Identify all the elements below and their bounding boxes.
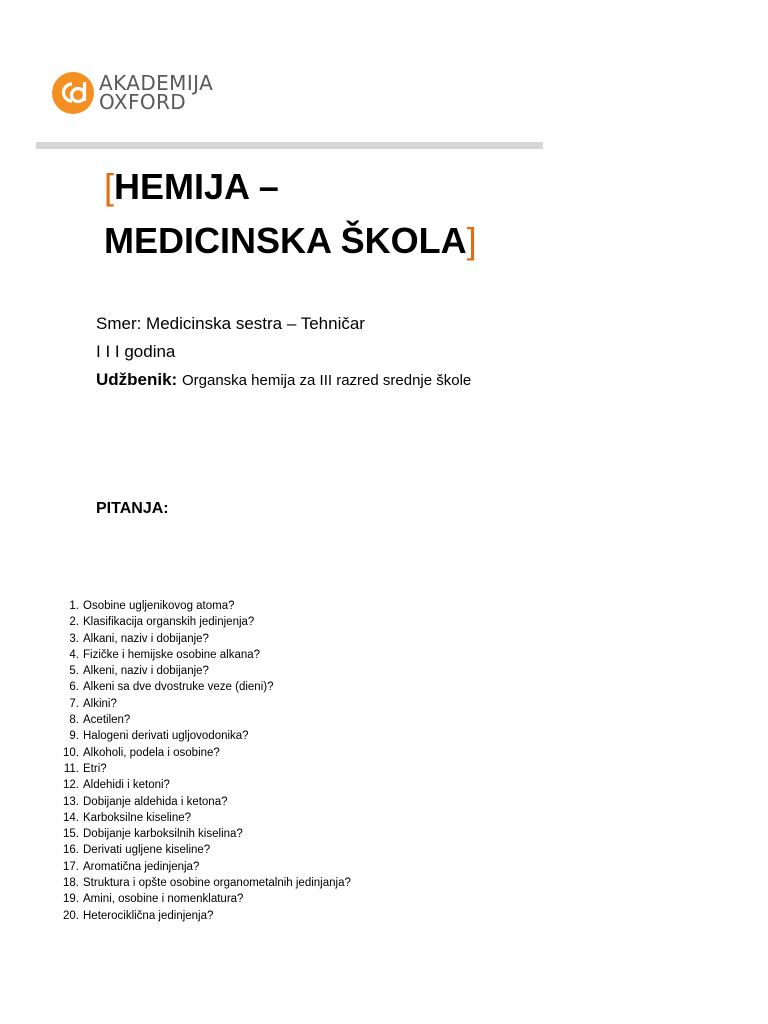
akademija-oxford-logo — [50, 70, 213, 116]
textbook-label: Udžbenik: — [96, 370, 178, 389]
course-year: I I I godina — [96, 342, 176, 361]
question-text: Fizičke i hemijske osobine alkana? — [83, 648, 261, 661]
question-text: Dobijanje aldehida i ketona? — [83, 795, 228, 808]
logo-wordmark — [99, 71, 214, 114]
question-text: Klasifikacija organskih jedinjenja? — [83, 616, 255, 629]
question-text: Heterociklična jedinjenja? — [83, 909, 214, 922]
document-title — [104, 160, 477, 268]
question-number: 13. — [63, 795, 79, 808]
logo-line-1: AKADEMIJA — [99, 71, 214, 95]
question-text: Alkani, naziv i dobijanje? — [83, 632, 209, 645]
list-item — [50, 891, 351, 907]
title-close-bracket: ] — [466, 220, 477, 261]
question-number: 18. — [63, 877, 79, 890]
question-number: 20. — [63, 909, 79, 922]
list-item — [50, 712, 351, 728]
question-number: 4. — [69, 648, 79, 661]
header-divider — [36, 142, 543, 149]
question-text: Alkeni, naziv i dobijanje? — [83, 665, 209, 678]
question-number: 10. — [63, 746, 79, 759]
question-number: 15. — [63, 828, 79, 841]
course-textbook — [96, 366, 471, 394]
question-text: Dobijanje karboksilnih kiselina? — [83, 828, 243, 841]
question-text: Amini, osobine i nomenklatura? — [83, 893, 244, 906]
question-number: 5. — [69, 665, 79, 678]
list-item — [50, 745, 351, 761]
list-item — [50, 761, 351, 777]
questions-list — [50, 598, 351, 924]
question-text: Osobine ugljenikovog atoma? — [83, 600, 235, 612]
question-number: 14. — [63, 811, 79, 824]
questions-heading: PITANJA: — [96, 500, 169, 517]
question-number: 11. — [63, 762, 79, 775]
list-item — [50, 696, 351, 712]
question-text: Alkeni sa dve dvostruke veze (dieni)? — [83, 681, 274, 694]
list-item — [50, 614, 351, 630]
question-number: 19. — [63, 893, 79, 906]
question-number: 2. — [69, 616, 79, 629]
list-item — [50, 826, 351, 842]
list-item — [50, 794, 351, 810]
textbook-value: Organska hemija za III razred srednje škole — [181, 372, 472, 389]
title-line-2 — [104, 214, 477, 268]
question-number: 1. — [69, 600, 79, 612]
question-text: Alkini? — [83, 697, 117, 710]
question-number: 6. — [69, 681, 79, 694]
title-text-1: HEMIJA – — [114, 166, 279, 207]
course-info — [96, 310, 471, 394]
list-item — [50, 875, 351, 891]
list-item — [50, 631, 351, 647]
question-number: 16. — [63, 844, 79, 857]
list-item — [50, 908, 351, 924]
list-item — [50, 859, 351, 875]
logo-mark-icon — [50, 70, 96, 116]
list-item — [50, 679, 351, 695]
title-text-2: MEDICINSKA ŠKOLA — [104, 220, 467, 261]
list-item — [50, 728, 351, 744]
list-item — [50, 647, 351, 663]
list-item — [50, 598, 351, 614]
question-text: Aldehidi i ketoni? — [83, 779, 170, 792]
question-text: Alkoholi, podela i osobine? — [83, 746, 220, 759]
list-item — [50, 777, 351, 793]
question-text: Derivati ugljene kiseline? — [83, 844, 211, 857]
question-text: Karboksilne kiseline? — [83, 811, 192, 824]
question-number: 17. — [63, 860, 79, 873]
question-number: 9. — [69, 730, 79, 743]
title-open-bracket: [ — [104, 166, 115, 207]
list-item — [50, 842, 351, 858]
question-text: Etri? — [83, 762, 107, 775]
question-text: Struktura i opšte osobine organometalnih jedinjanja? — [83, 877, 351, 890]
question-number: 3. — [69, 632, 79, 645]
logo-line-2: OXFORD — [99, 90, 187, 114]
list-item — [50, 810, 351, 826]
question-number: 12. — [63, 779, 79, 792]
list-item — [50, 663, 351, 679]
course-track: Smer: Medicinska sestra – Tehničar — [96, 314, 365, 333]
title-line-1 — [104, 160, 477, 214]
question-number: 7. — [69, 697, 79, 710]
question-text: Acetilen? — [83, 714, 131, 727]
question-text: Aromatična jedinjenja? — [83, 860, 200, 873]
question-number: 8. — [69, 714, 79, 727]
question-text: Halogeni derivati ugljovodonika? — [83, 730, 249, 743]
